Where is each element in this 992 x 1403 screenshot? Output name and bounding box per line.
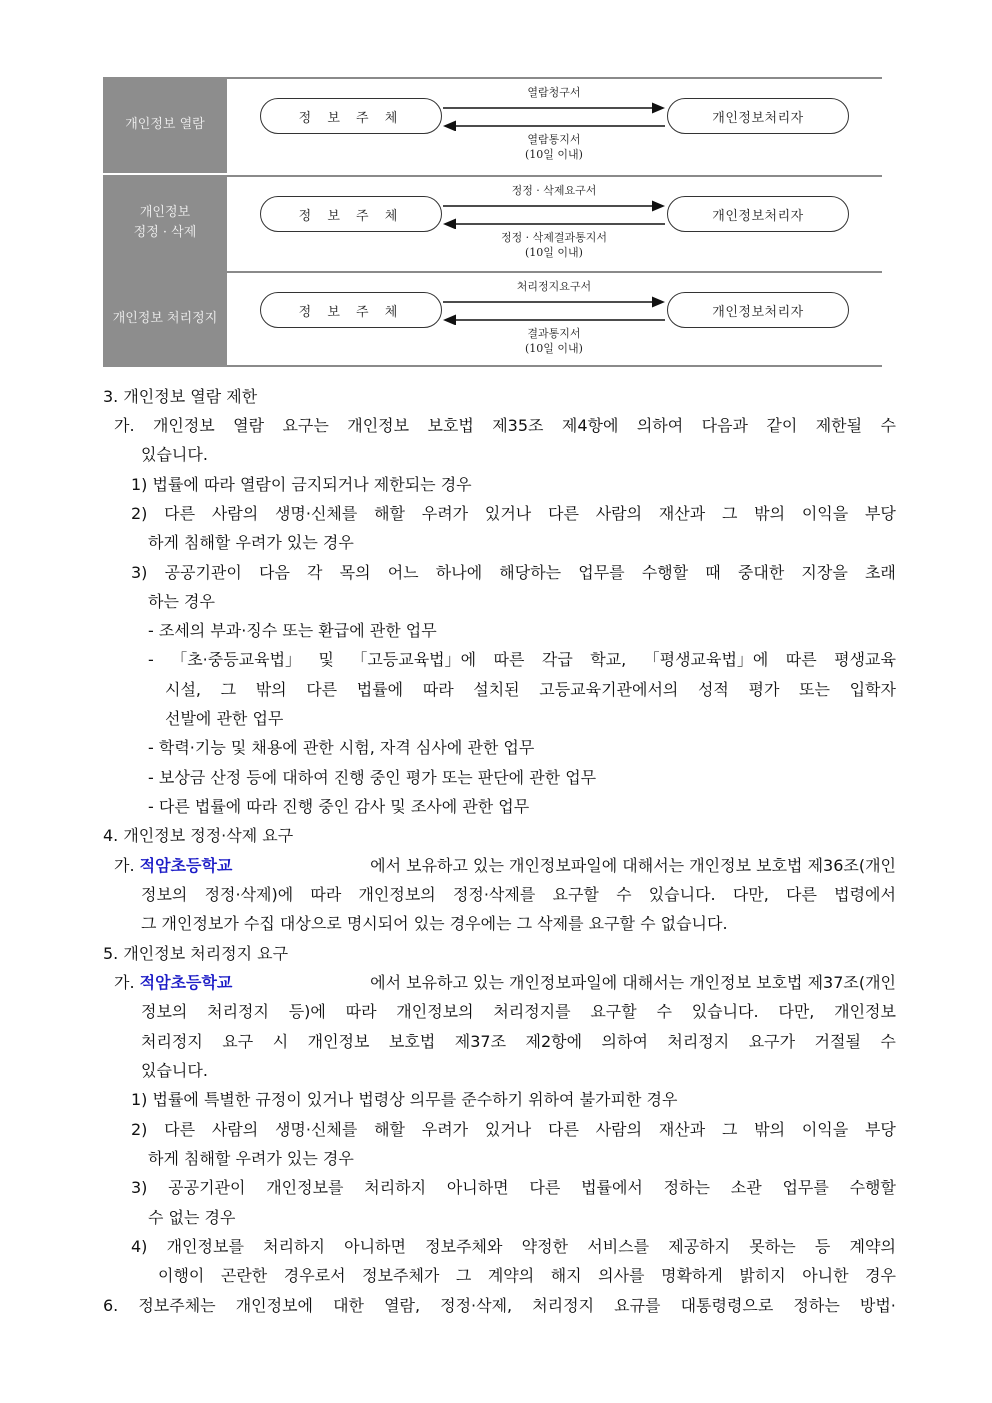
row-label bbox=[103, 271, 227, 367]
list-item: 2) 다른 사람의 생명·신체를 해할 우려가 있거나 다른 사람의 재산과 그 밖의 이익을 부당 bbox=[131, 1120, 896, 1139]
request-document-label: 처리정지요구서 bbox=[516, 280, 592, 293]
row-label-line: 개인정보 bbox=[139, 205, 191, 220]
list-item: 하게 침해할 우려가 있는 경우 bbox=[148, 533, 354, 552]
sub-list-item: - 학력·기능 및 채용에 관한 시험, 자격 심사에 관한 업무 bbox=[148, 738, 535, 757]
paragraph-line: 있습니다. bbox=[141, 445, 208, 464]
row-label-line: 정정 · 삭제 bbox=[133, 225, 197, 240]
school-name: 적암초등학교 bbox=[139, 856, 233, 875]
response-deadline: (10일 이내) bbox=[525, 246, 583, 259]
list-item: 하게 침해할 우려가 있는 경우 bbox=[148, 1149, 354, 1168]
item-prefix: 가. bbox=[114, 973, 140, 992]
list-item: 3) 공공기관이 개인정보를 처리하지 아니하면 다른 법률에서 정하는 소관 업무를 수행할 bbox=[131, 1178, 896, 1197]
request-document-label: 열람청구서 bbox=[527, 86, 581, 99]
list-item: 하는 경우 bbox=[148, 592, 215, 611]
response-deadline: (10일 이내) bbox=[525, 342, 583, 355]
section-heading: 6. 정보주체는 개인정보에 대한 열람, 정정·삭제, 처리정지 요규를 대통령령으로 정하는 방법· bbox=[103, 1296, 896, 1315]
section-heading: 5. 개인정보 처리정지 요구 bbox=[103, 944, 289, 963]
request-response-arrows-icon bbox=[441, 295, 667, 325]
request-response-arrows-icon bbox=[441, 101, 667, 131]
list-item: 수 없는 경우 bbox=[148, 1208, 236, 1227]
list-item: 2) 다른 사람의 생명·신체를 해할 우려가 있거나 다른 사람의 재산과 그 밖의 이익을 부당 bbox=[131, 504, 896, 523]
school-name: 적암초등학교 bbox=[139, 973, 233, 992]
response-name: 정정 · 삭제결과통지서 bbox=[500, 231, 608, 244]
response-document-label bbox=[443, 230, 665, 260]
paragraph-line bbox=[114, 973, 896, 993]
data-subject-box: 정 보 주 체 bbox=[260, 292, 442, 328]
rights-request-flow-diagram bbox=[103, 77, 882, 367]
list-item: 1) 법률에 특별한 규정이 있거나 법령상 의무를 준수하기 위하여 불가피한 경우 bbox=[131, 1090, 678, 1109]
processor-box: 개인정보처리자 bbox=[667, 196, 849, 232]
list-item: 1) 법률에 따라 열람이 금지되거나 제한되는 경우 bbox=[131, 475, 472, 494]
sub-list-item: - 다른 법률에 따라 진행 중인 감사 및 조사에 관한 업무 bbox=[148, 797, 530, 816]
sub-list-item: - 보상금 산정 등에 대하여 진행 중인 평가 또는 판단에 관한 업무 bbox=[148, 768, 597, 787]
paragraph-text: 에서 보유하고 있는 개인정보파일에 대해서는 개인정보 보호법 제36조(개인 bbox=[370, 856, 896, 875]
row-label-text: 개인정보 처리정지 bbox=[112, 311, 218, 326]
processor-box: 개인정보처리자 bbox=[667, 292, 849, 328]
paragraph-line: 가. 개인정보 열람 요구는 개인정보 보호법 제35조 제4항에 의하여 다음과 같이 제한될 수 bbox=[114, 416, 896, 435]
sub-list-item: 선발에 관한 업무 bbox=[165, 709, 284, 728]
processor-box: 개인정보처리자 bbox=[667, 98, 849, 134]
item-prefix: 가. bbox=[114, 856, 140, 875]
response-document-label bbox=[443, 132, 665, 162]
paragraph-line bbox=[114, 856, 896, 876]
row-label-text: 개인정보 열람 bbox=[125, 117, 205, 132]
flow-row-suspension bbox=[103, 271, 882, 367]
response-name: 결과통지서 bbox=[527, 327, 581, 340]
response-document-label bbox=[443, 326, 665, 356]
sub-list-item: 시설, 그 밖의 다른 법률에 따라 설치된 고등교육기관에서의 성적 평가 또는 입학자 bbox=[165, 680, 896, 699]
section-heading: 3. 개인정보 열람 제한 bbox=[103, 387, 258, 406]
flow-row-access bbox=[103, 77, 882, 173]
response-name: 열람통지서 bbox=[527, 133, 581, 146]
paragraph-line: 정보의 처리정지 등)에 따라 개인정보의 처리정지를 요구할 수 있습니다. 다만, 개인정보 bbox=[141, 1002, 896, 1021]
data-subject-box: 정 보 주 체 bbox=[260, 196, 442, 232]
section-heading: 4. 개인정보 정정·삭제 요구 bbox=[103, 826, 294, 845]
paragraph-line: 있습니다. bbox=[141, 1061, 208, 1080]
paragraph-line: 그 개인정보가 수집 대상으로 명시되어 있는 경우에는 그 삭제를 요구할 수 없습니다. bbox=[141, 914, 728, 933]
row-label bbox=[103, 175, 227, 271]
paragraph-line: 정보의 정정·삭제)에 따라 개인정보의 정정·삭제를 요구할 수 있습니다. 다만, 다른 법령에서 bbox=[141, 885, 896, 904]
request-response-arrows-icon bbox=[441, 199, 667, 229]
list-item: 4) 개인정보를 처리하지 아니하면 정보주체와 약정한 서비스를 제공하지 못하는 등 계약의 bbox=[131, 1237, 896, 1256]
row-label bbox=[103, 77, 227, 173]
sub-list-item: - 조세의 부과·징수 또는 환급에 관한 업무 bbox=[148, 621, 437, 640]
list-item: 3) 공공기관이 다음 각 목의 어느 하나에 해당하는 업무를 수행할 때 중대한 지장을 초래 bbox=[131, 563, 896, 582]
paragraph-line: 처리정지 요구 시 개인정보 보호법 제37조 제2항에 의하여 처리정지 요구가 거절될 수 bbox=[141, 1032, 896, 1051]
request-document-label: 정정 · 삭제요구서 bbox=[511, 184, 597, 197]
sub-list-item: - 「초·중등교육법」 및 「고등교육법」에 따른 각급 학교, 「평생교육법」에 따른 평생교육 bbox=[148, 650, 896, 669]
data-subject-box: 정 보 주 체 bbox=[260, 98, 442, 134]
paragraph-text: 에서 보유하고 있는 개인정보파일에 대해서는 개인정보 보호법 제37조(개인 bbox=[370, 973, 896, 992]
response-deadline: (10일 이내) bbox=[525, 148, 583, 161]
flow-row-correction bbox=[103, 175, 882, 271]
list-item: 이행이 곤란한 경우로서 정보주체가 그 계약의 해지 의사를 명확하게 밝히지 아니한 경우 bbox=[158, 1266, 896, 1285]
